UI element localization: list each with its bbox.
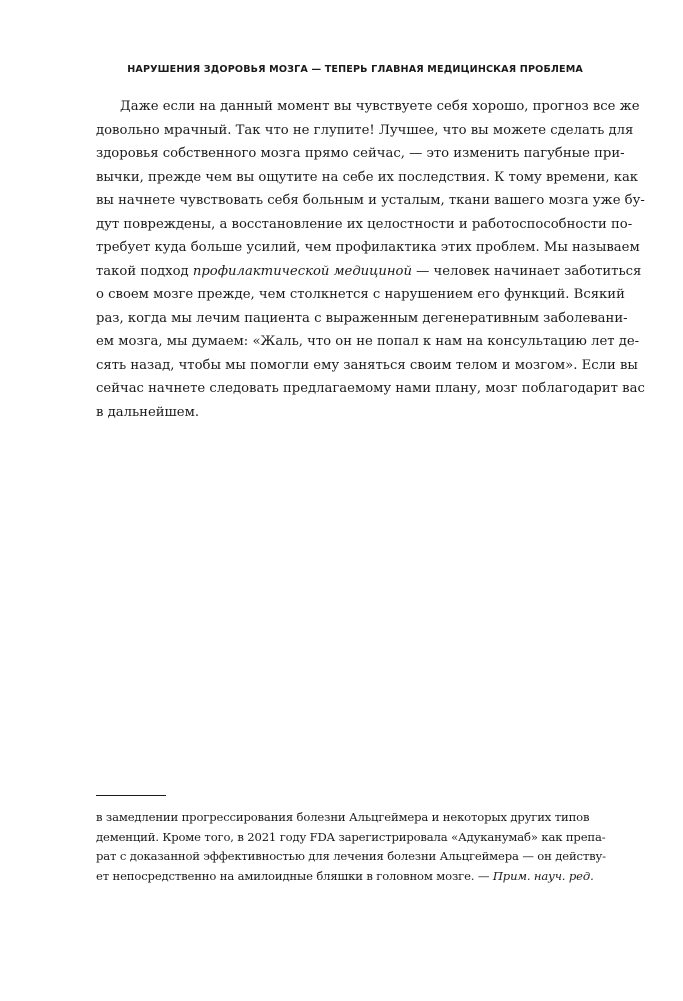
footnote-line: рат с доказанной эффективностью для лечения болезни Альцгеймера — он действу-: [96, 849, 606, 864]
text-segment: ет непосредственно на амилоидные бляшки в головном мозге. —: [96, 868, 493, 883]
text-line: вы начнете чувствовать себя больным и усталым, ткани вашего мозга уже бу-: [96, 193, 645, 208]
running-head: НАРУШЕНИЯ ЗДОРОВЬЯ МОЗГА — ТЕПЕРЬ ГЛАВНАЯ МЕДИЦИНСКАЯ ПРОБЛЕМА: [127, 64, 583, 75]
text-line: в дальнейшем.: [96, 404, 200, 420]
text-line: раз, когда мы лечим пациента с выраженным дегенеративным заболевани-: [96, 310, 628, 326]
text-line: Даже если на данный момент вы чувствуете себя хорошо, прогноз все же: [120, 99, 640, 114]
text-line: ем мозга, мы думаем: «Жаль, что он не попал к нам на консультацию лет де-: [96, 334, 640, 349]
italic-term: профилактической медициной: [192, 263, 412, 279]
text-line: довольно мрачный. Так что не глупите! Лучшее, что вы можете сделать для: [96, 122, 634, 138]
text-line: дут повреждены, а восстановление их целостности и работоспособности по-: [96, 216, 633, 232]
text-line: вычки, прежде чем вы ощутите на себе их последствия. К тому времени, как: [96, 169, 639, 185]
text-line: здоровья собственного мозга прямо сейчас, — это изменить пагубные при-: [96, 146, 625, 161]
footnote-divider: [96, 795, 166, 796]
text-line: [96, 260, 642, 284]
footnote-line: в замедлении прогрессирования болезни Альцгеймера и некоторых других типов: [96, 810, 590, 824]
text-line: требует куда больше усилий, чем профилактика этих проблем. Мы называем: [96, 240, 640, 255]
editor-note: Прим. науч. ред.: [492, 868, 594, 883]
footnote-line: деменций. Кроме того, в 2021 году FDA зарегистрировала «Адуканумаб» как препа-: [96, 829, 606, 844]
footnote-line: [96, 867, 594, 887]
text-line: сейчас начнете следовать предлагаемому нами плану, мозг поблагодарит вас: [96, 381, 645, 396]
text-segment: такой подход: [96, 263, 193, 279]
footnote: [96, 808, 606, 886]
text-line: сять назад, чтобы мы помогли ему заняться своим телом и мозгом». Если вы: [96, 357, 638, 373]
text-line: о своем мозге прежде, чем столкнется с нарушением его функций. Всякий: [96, 287, 625, 302]
text-segment: — человек начинает заботиться: [411, 263, 642, 279]
main-paragraph: [96, 95, 645, 424]
